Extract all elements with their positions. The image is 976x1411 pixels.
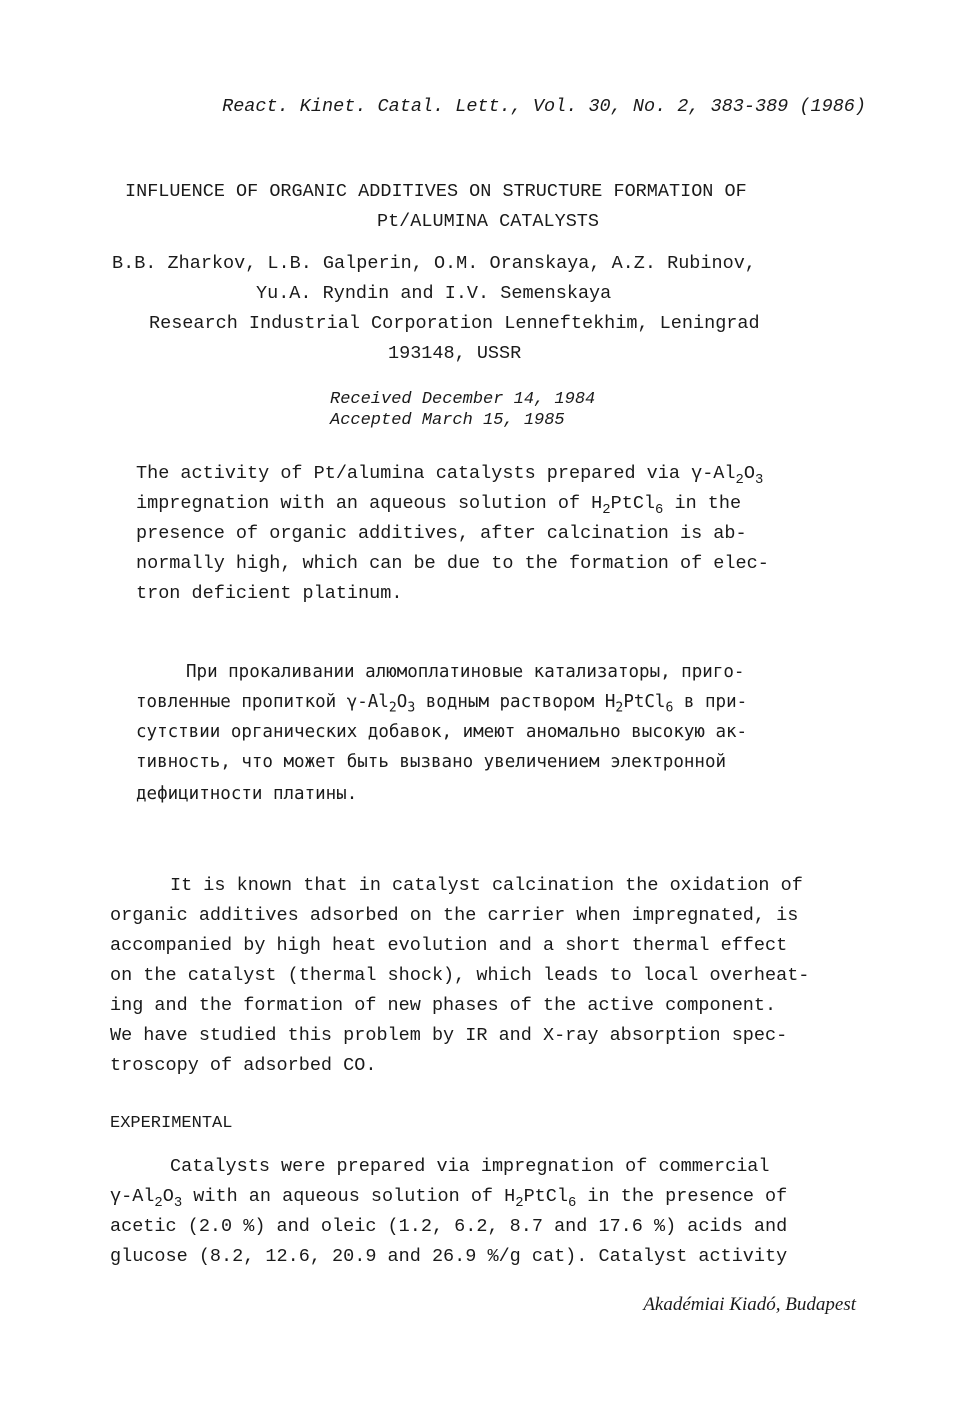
abstract-line: tron deficient platinum.	[136, 583, 403, 604]
intro-line: on the catalyst (thermal shock), which leads to local overheat-	[110, 965, 810, 986]
experimental-line: acetic (2.0 %) and oleic (1.2, 6.2, 8.7 and 17.6 %) acids and	[110, 1216, 788, 1237]
intro-line: It is known that in catalyst calcination the oxidation of	[170, 875, 803, 896]
abstract-ru-line: дефицитности платины.	[136, 784, 358, 804]
intro-line: troscopy of adsorbed CO.	[110, 1055, 377, 1076]
experimental-line: glucose (8.2, 12.6, 20.9 and 26.9 %/g cat). Catalyst activity	[110, 1246, 788, 1267]
experimental-line: Catalysts were prepared via impregnation of commercial	[170, 1156, 770, 1177]
intro-line: We have studied this problem by IR and X-ray absorption spec-	[110, 1025, 788, 1046]
abstract-line: The activity of Pt/alumina catalysts prepared via $\gamma-Al_2O_3$	[136, 463, 764, 488]
intro-line: ing and the formation of new phases of the active component.	[110, 995, 777, 1016]
affiliation-line: Research Industrial Corporation Lenneftekhim, Leningrad	[149, 313, 760, 334]
authors-line: B.B. Zharkov, L.B. Galperin, O.M. Oranskaya, A.Z. Rubinov,	[112, 253, 756, 274]
intro-line: organic additives adsorbed on the carrier when impregnated, is	[110, 905, 799, 926]
abstract-line: normally high, which can be due to the formation of elec-	[136, 553, 769, 574]
accepted-date: Accepted March 15, 1985	[330, 411, 565, 430]
abstract-ru-line: товленные пропиткой $\gamma-Al_2O_3$ водным раствором $H_2PtCl_6$ в при-	[136, 692, 748, 716]
abstract-line: presence of organic additives, after calcination is ab-	[136, 523, 747, 544]
abstract-ru-line: сутствии органических добавок, имеют аномально высокую ак-	[136, 722, 748, 742]
abstract-line: impregnation with an aqueous solution of $H_2PtCl_6$ in the	[136, 493, 742, 518]
section-heading: EXPERIMENTAL	[110, 1114, 233, 1133]
received-date: Received December 14, 1984	[330, 390, 596, 409]
abstract-ru-line: При прокаливании алюмоплатиновые катализаторы, приго-	[186, 662, 745, 682]
affiliation-line: 193148, USSR	[388, 343, 522, 364]
experimental-line: $\gamma-Al_2O_3$ with an aqueous solution of $H_2PtCl_6$ in the presence of	[110, 1186, 788, 1211]
authors-line: Yu.A. Ryndin and I.V. Semenskaya	[256, 283, 612, 304]
publisher-footer: Akadémiai Kiadó, Budapest	[643, 1294, 856, 1315]
journal-reference: React. Kinet. Catal. Lett., Vol. 30, No. 2, 383-389 (1986)	[222, 96, 866, 117]
intro-line: accompanied by high heat evolution and a short thermal effect	[110, 935, 788, 956]
title-line: Pt/ALUMINA CATALYSTS	[376, 211, 600, 232]
abstract-ru-line: тивность, что может быть вызвано увеличением электронной	[136, 752, 727, 772]
title-line: INFLUENCE OF ORGANIC ADDITIVES ON STRUCTURE FORMATION OF	[125, 181, 747, 202]
